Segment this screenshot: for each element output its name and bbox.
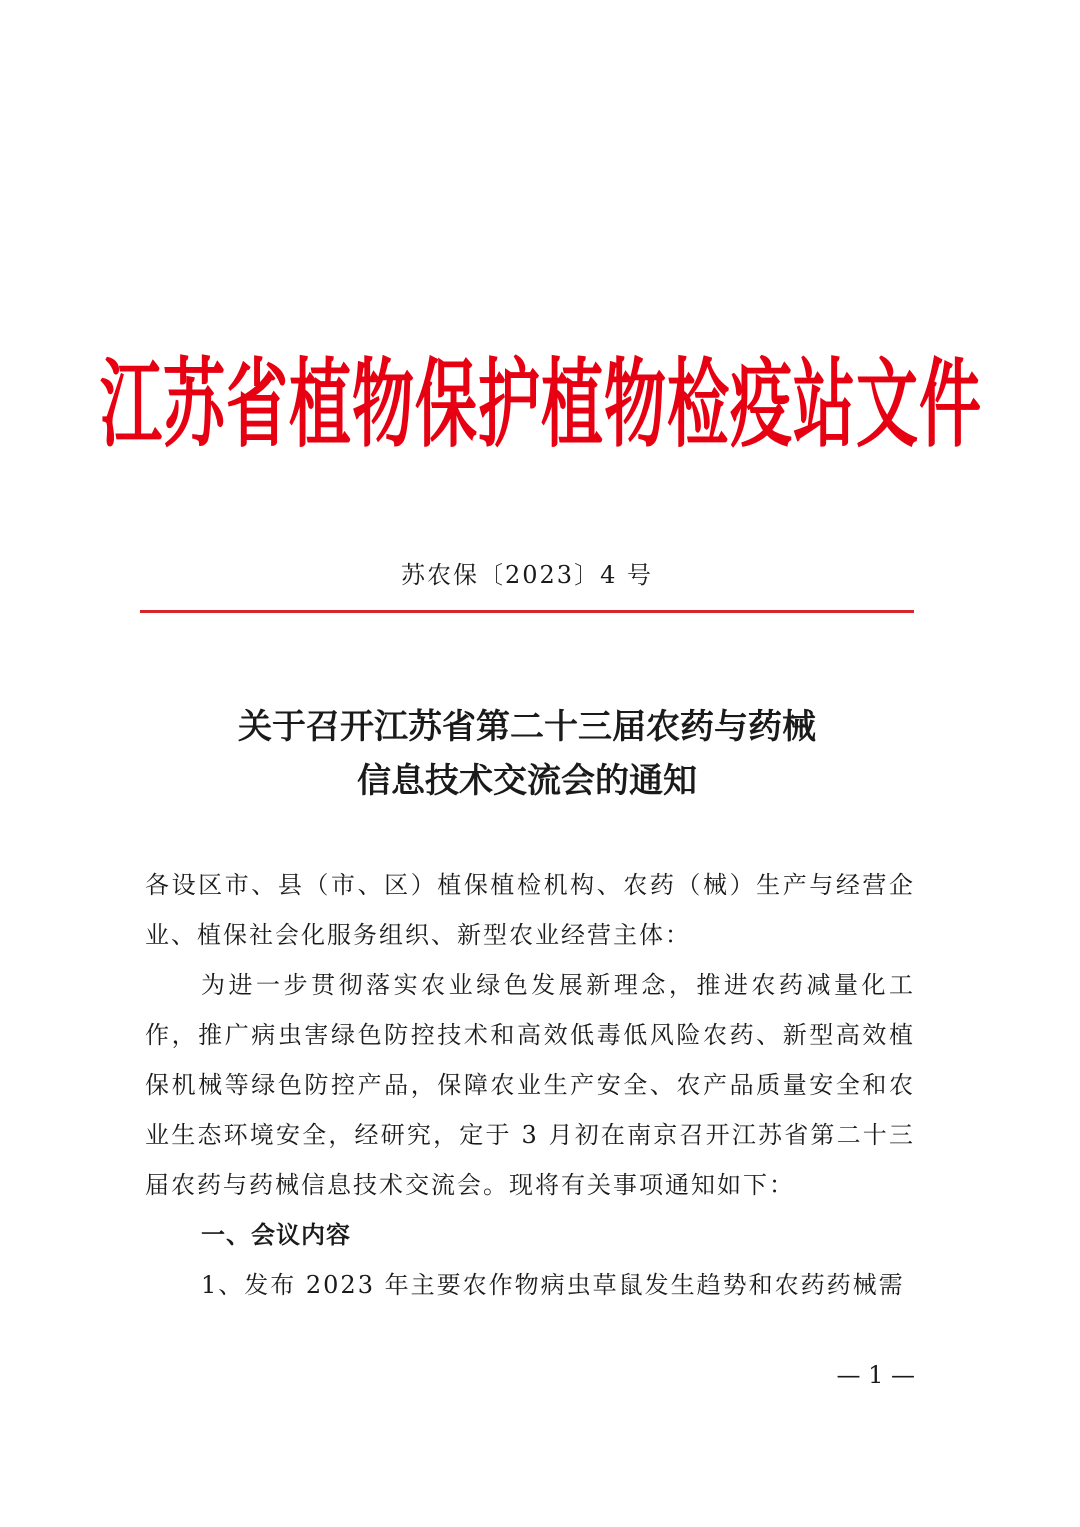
masthead-text: 江苏省植物保护植物检疫站文件 — [100, 347, 983, 461]
masthead-title — [100, 330, 983, 480]
notice-title — [140, 700, 914, 808]
list-item-1: 1、发布 2023 年主要农作物病虫草鼠发生趋势和农药药械需 — [201, 1271, 905, 1299]
document-number: 苏农保〔2023〕4 号 — [401, 561, 653, 589]
page-number: — 1 — — [836, 1361, 915, 1389]
notice-title-line-2: 信息技术交流会的通知 — [357, 761, 697, 801]
notice-body — [145, 860, 915, 1310]
salutation: 各设区市、县（市、区）植保植检机构、农药（械）生产与经营企业、植保社会化服务组织、新型农业经营主体： — [145, 871, 915, 949]
intro-paragraph: 为进一步贯彻落实农业绿色发展新理念，推进农药减量化工作，推广病虫害绿色防控技术和高效低毒低风险农药、新型高效植保机械等绿色防控产品，保障农业生产安全、农产品质量安全和农业生态环境安全，经研究，定于 3 月初在南京召开江苏省第二十三届农药与药械信息技术交流会。现将有关事项通知如下： — [145, 971, 915, 1199]
notice-title-line-1: 关于召开江苏省第二十三届农药与药械 — [238, 707, 816, 747]
red-divider-rule — [140, 610, 914, 613]
section-heading-meeting-content: 一、会议内容 — [201, 1221, 351, 1249]
